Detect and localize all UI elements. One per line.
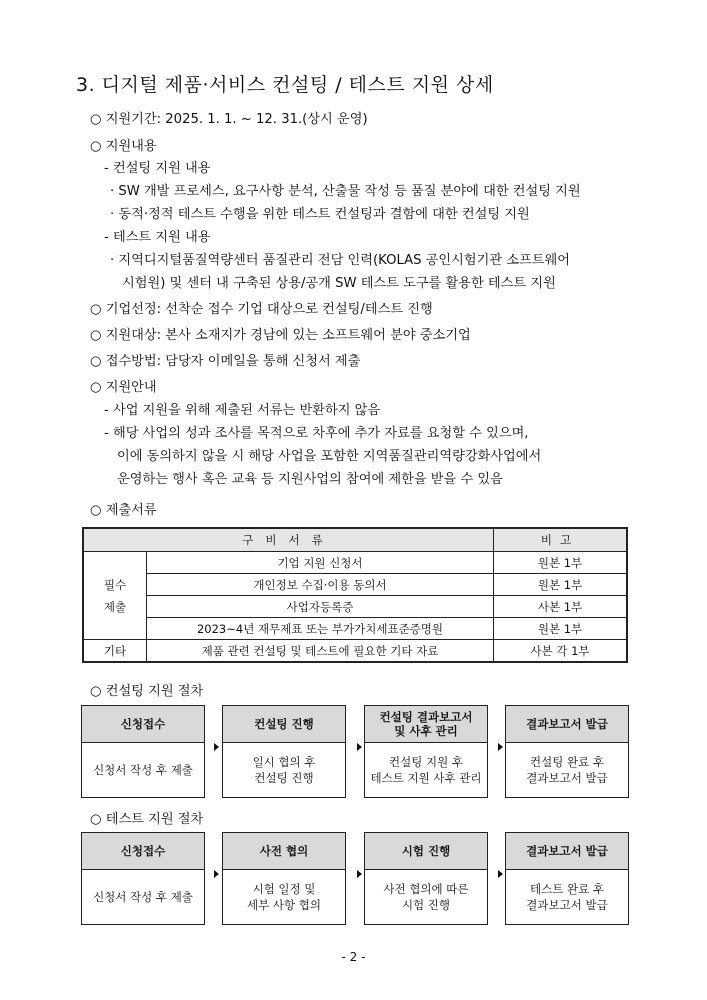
step-head: 사전 협의 — [223, 833, 345, 870]
test-procedure-flow — [81, 832, 629, 925]
consult-content-heading: - 컨설팅 지원 내용 — [104, 161, 211, 176]
step-body: 일시 협의 후 컨설팅 진행 — [252, 754, 316, 785]
table-row — [83, 640, 627, 663]
table-row — [83, 574, 627, 596]
note-cell: 사본 1부 — [494, 596, 628, 618]
test-content-heading: - 테스트 지원 내용 — [104, 230, 211, 245]
step-head: 결과보고서 발급 — [506, 706, 628, 743]
consult-item-1: · SW 개발 프로세스, 요구사항 분석, 산출물 작성 등 품질 분야에 대한 컨설팅 지원 — [110, 184, 581, 199]
note-cell: 원본 1부 — [494, 574, 628, 596]
note-cell: 사본 각 1부 — [494, 640, 628, 663]
section-title: 3. 디지털 제품·서비스 컨설팅 / 테스트 지원 상세 — [76, 74, 494, 96]
guide-heading: ○ 지원안내 — [90, 380, 157, 395]
step-body: 신청서 작성 후 제출 — [93, 762, 193, 777]
support-target: ○ 지원대상: 본사 소재지가 경남에 있는 소프트웨어 분야 중소기업 — [90, 328, 471, 343]
header-documents: 구비서류 — [83, 528, 494, 552]
step-head: 컨설팅 진행 — [223, 706, 345, 743]
required-label-line-2: 제출 — [103, 599, 127, 614]
company-selection: ○ 기업선정: 선착순 접수 기업 대상으로 컨설팅/테스트 진행 — [90, 302, 433, 317]
step-head: 결과보고서 발급 — [506, 833, 628, 870]
arrow-right-icon — [357, 870, 362, 878]
guide-item-2-cont-2: 운영하는 행사 혹은 교육 등 지원사업의 참여에 제한을 받을 수 있음 — [117, 472, 503, 487]
application-method: ○ 접수방법: 담당자 이메일을 통해 신청서 제출 — [90, 354, 361, 369]
arrow-right-icon — [498, 870, 503, 878]
documents-table — [82, 527, 628, 663]
test-step-3 — [364, 832, 488, 925]
arrow-right-icon — [214, 870, 219, 878]
required-label — [83, 552, 147, 640]
table-row — [83, 596, 627, 618]
arrow-right-icon — [357, 743, 362, 751]
documents-heading: ○ 제출서류 — [90, 503, 157, 518]
table-row — [83, 552, 627, 574]
consult-step-2 — [222, 705, 346, 798]
step-body: 테스트 완료 후 결과보고서 발급 — [526, 881, 608, 912]
note-cell: 원본 1부 — [494, 618, 628, 640]
step-head: 신청접수 — [82, 706, 204, 743]
doc-cell: 사업자등록증 — [147, 596, 494, 618]
consult-step-3 — [364, 705, 488, 798]
step-body: 시험 일정 및 세부 사항 협의 — [247, 881, 321, 912]
guide-item-2-cont-1: 이에 동의하지 않을 시 해당 사업을 포함한 지역품질관리역량강화사업에서 — [117, 449, 542, 464]
doc-cell: 제품 관련 컨설팅 및 테스트에 필요한 기타 자료 — [147, 640, 494, 663]
doc-cell: 2023~4년 재무제표 또는 부가가치세표준증명원 — [147, 618, 494, 640]
test-item-1-cont: 시험원) 및 센터 내 구축된 상용/공개 SW 테스트 도구를 활용한 테스트 지원 — [122, 276, 556, 291]
arrow-right-icon — [214, 743, 219, 751]
consult-item-2: · 동적·정적 테스트 수행을 위한 테스트 컨설팅과 결함에 대한 컨설팅 지원 — [110, 207, 530, 222]
page-number: - 2 - — [341, 950, 366, 964]
consult-procedure-heading: ○ 컨설팅 지원 절차 — [90, 684, 204, 699]
guide-item-2: - 해당 사업의 성과 조사를 목적으로 차후에 추가 자료를 요청할 수 있으며, — [104, 426, 529, 441]
step-head: 신청접수 — [82, 833, 204, 870]
required-label-line-1: 필수 — [103, 577, 127, 592]
arrow-right-icon — [498, 743, 503, 751]
step-body: 사전 협의에 따른 시험 진행 — [383, 881, 469, 912]
test-step-1 — [81, 832, 205, 925]
table-row — [83, 618, 627, 640]
etc-label: 기타 — [83, 640, 147, 663]
step-body: 컨설팅 완료 후 결과보고서 발급 — [526, 754, 608, 785]
step-body: 신청서 작성 후 제출 — [93, 889, 193, 904]
support-period: ○ 지원기간: 2025. 1. 1. ~ 12. 31.(상시 운영) — [90, 112, 368, 127]
step-body: 컨설팅 지원 후 테스트 지원 사후 관리 — [370, 754, 482, 785]
step-head: 시험 진행 — [365, 833, 487, 870]
guide-item-1: - 사업 지원을 위해 제출된 서류는 반환하지 않음 — [104, 403, 381, 418]
test-step-4 — [505, 832, 629, 925]
consult-step-4 — [505, 705, 629, 798]
table-header-row — [83, 528, 627, 552]
test-procedure-heading: ○ 테스트 지원 절차 — [90, 812, 204, 827]
consult-procedure-flow — [81, 705, 629, 798]
step-head: 컨설팅 결과보고서 및 사후 관리 — [365, 706, 487, 743]
header-note: 비고 — [494, 528, 628, 552]
test-item-1: · 지역디지털품질역량센터 품질관리 전담 인력(KOLAS 공인시험기관 소프트웨어 — [110, 253, 571, 268]
note-cell: 원본 1부 — [494, 552, 628, 574]
support-content-heading: ○ 지원내용 — [90, 139, 157, 154]
doc-cell: 개인정보 수집·이용 동의서 — [147, 574, 494, 596]
doc-cell: 기업 지원 신청서 — [147, 552, 494, 574]
test-step-2 — [222, 832, 346, 925]
consult-step-1 — [81, 705, 205, 798]
